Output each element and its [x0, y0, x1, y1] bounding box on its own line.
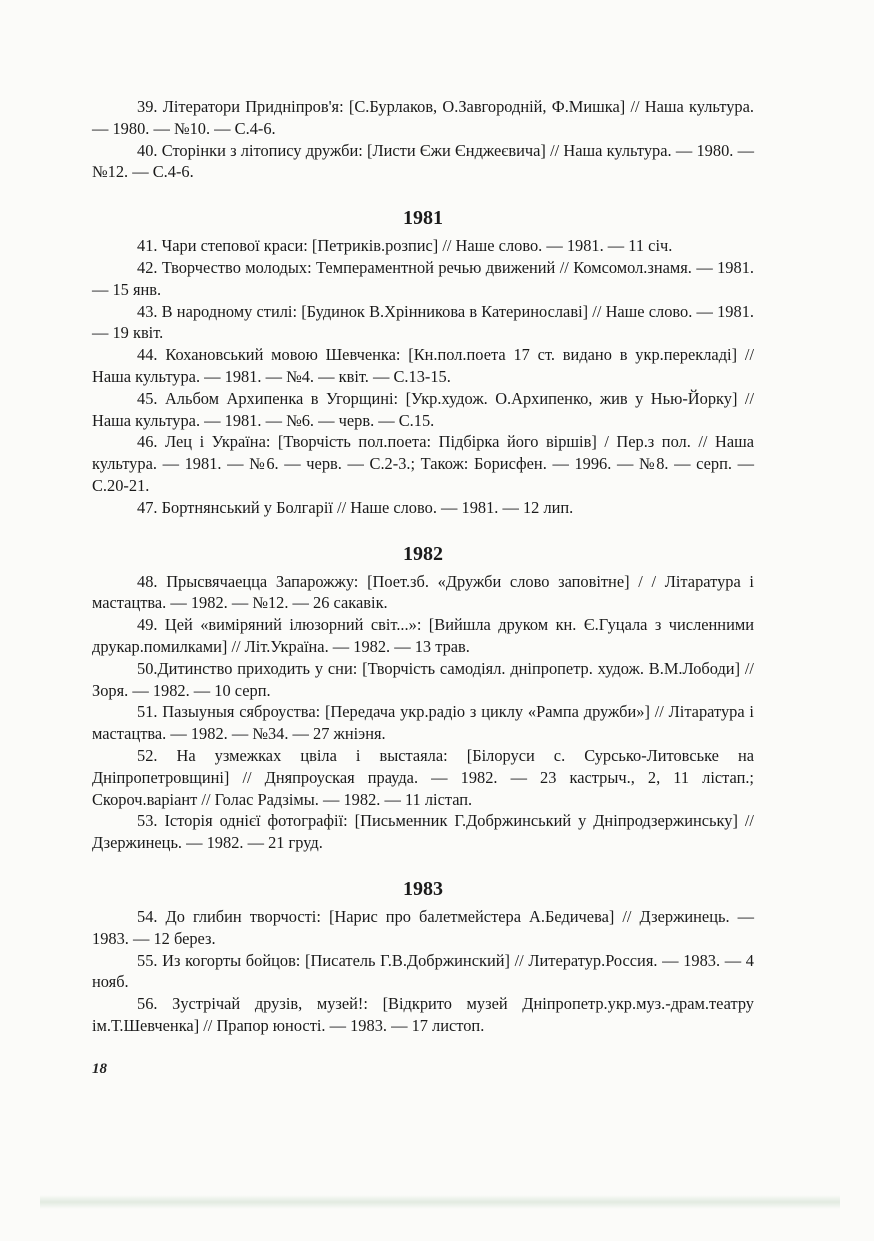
entry-56: 56. Зустрічай друзів, музей!: [Відкрито музей Дніпропетр.укр.муз.-драм.театру ім.Т.Шевченка] // Прапор юності. — 1983. — 17 листоп. [92, 994, 754, 1035]
bibliography-content [92, 96, 754, 1037]
entry-49: 49. Цей «виміряний ілюзорний світ...»: [Вийшла друком кн. Є.Гуцала з численними друкар.помилками] // Літ.Україна. — 1982. — 13 трав. [92, 615, 754, 656]
year-heading-1981: 1981 [403, 207, 443, 230]
entry-45: 45. Альбом Архипенка в Угорщині: [Укр.худож. О.Архипенко, жив у Нью-Йорку] // Наша культура. — 1981. — №6. — черв. — С.15. [92, 388, 754, 430]
entry-55: 55. Из когорты бойцов: [Писатель Г.В.Добржинский] // Литератур.Россия. — 1983. — 4 нояб. [92, 950, 754, 992]
entry-50: 50.Дитинство приходить у сни: [Творчість самодіял. дніпропетр. худож. В.М.Лободи] // Зоря. — 1982. — 10 серп. [92, 658, 754, 700]
entry-54: 54. До глибин творчості: [Нарис про балетмейстера А.Бедичева] // Дзержинець. — 1983. — 12 берез. [92, 906, 754, 948]
entry-46: 46. Лец і Україна: [Творчість пол.поета: Підбірка його віршів] / Пер.з пол. // Наша культура. — 1981. — №6. — черв. — С.2-3.; Також: Борисфен. — 1996. — №8. — серп. — С.20-21. [92, 432, 754, 495]
year-heading-1982: 1982 [403, 542, 443, 565]
entry-42: 42. Творчество молодых: Темпераментной речью движений // Комсомол.знамя. — 1981. — 15 янв. [92, 257, 754, 299]
entry-43: 43. В народному стилі: [Будинок В.Хрінникова в Катеринославі] // Наше слово. — 1981. — 19 квіт. [92, 301, 754, 343]
entry-44: 44. Кохановський мовою Шевченка: [Кн.пол.поета 17 ст. видано в укр.перекладі] // Наша культура. — 1981. — №4. — квіт. — С.13-15. [92, 345, 754, 386]
entry-51: 51. Пазыуныя сяброуства: [Передача укр.радіо з циклу «Рампа дружби»] // Літаратура і мастацтва. — 1982. — №34. — 27 жніэня. [92, 702, 754, 744]
entry-48: 48. Прысвячаецца Запарожжу: [Поет.зб. «Дружби слово заповітне] / / Літаратура і мастацтва. — 1982. — №12. — 26 сакавік. [92, 571, 754, 613]
entry-52: 52. На узмежках цвіла і выстаяла: [Білоруси с. Сурсько-Литовське на Дніпропетровщині] // Дняпроуская прауда. — 1982. — 23 кастрыч., 2, 11 лістап.; Скороч.варіант // Голас Радзімы. — 1982. — 11 лістап. [92, 745, 754, 809]
page-number: 18 [92, 1061, 107, 1077]
entry-47: 47. Бортнянський у Болгарії // Наше слово. — 1981. — 12 лип. [137, 497, 574, 517]
entry-53: 53. Історія однієї фотографії: [Письменник Г.Добржинський у Дніпродзержинську] // Дзержинець. — 1982. — 21 груд. [92, 811, 754, 853]
entry-41: 41. Чари степової краси: [Петриків.розпис] // Наше слово. — 1981. — 11 січ. [137, 236, 673, 256]
scan-shadow [40, 1195, 840, 1209]
year-heading-1983: 1983 [403, 877, 443, 900]
entry-40: 40. Сторінки з літопису дружби: [Листи Єжи Єнджеєвича] // Наша культура. — 1980. — №12. — С.4-6. [92, 140, 754, 182]
entry-39: 39. Літератори Придніпров'я: [С.Бурлаков, О.Завгородній, Ф.Мишка] // Наша культура. — 1980. — №10. — С.4-6. [92, 97, 754, 138]
